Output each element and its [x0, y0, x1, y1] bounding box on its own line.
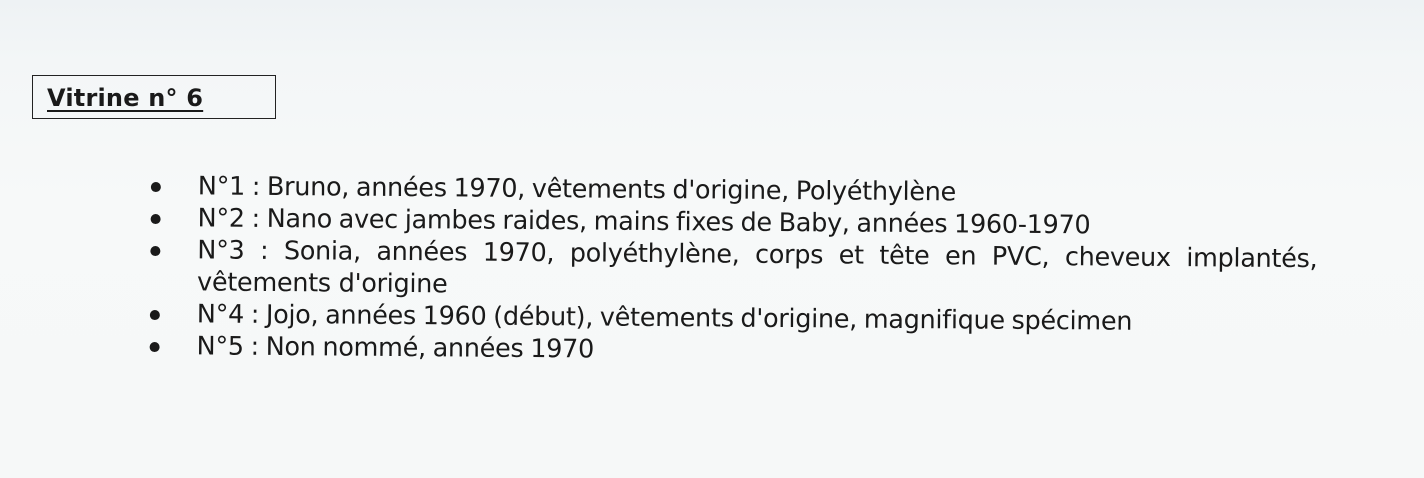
page-title: Vitrine n° 6 [47, 84, 204, 112]
bullet-icon [150, 310, 160, 320]
list-item-text: N°2 : Nano avec jambes raides, mains fixes de Baby, années 1960-1970 [197, 203, 1091, 241]
list-item-text: N°3 : Sonia, années 1970, polyéthylène, corps et tête en PVC, cheveux implantés, vêtements d'origine [197, 235, 1318, 300]
list-item-text: N°4 : Jojo, années 1960 (début), vêtements d'origine, magnifique spécimen [196, 299, 1133, 337]
bullet-icon [151, 182, 161, 192]
list-item-text: N°1 : Bruno, années 1970, vêtements d'origine, Polyéthylène [197, 171, 957, 208]
bullet-icon [150, 342, 160, 352]
title-box [32, 75, 276, 119]
list-item [147, 234, 1317, 307]
list-item-text: N°5 : Non nommé, années 1970 [196, 331, 595, 365]
bullet-icon [150, 246, 160, 256]
bullet-icon [151, 214, 161, 224]
item-list [146, 170, 1317, 371]
